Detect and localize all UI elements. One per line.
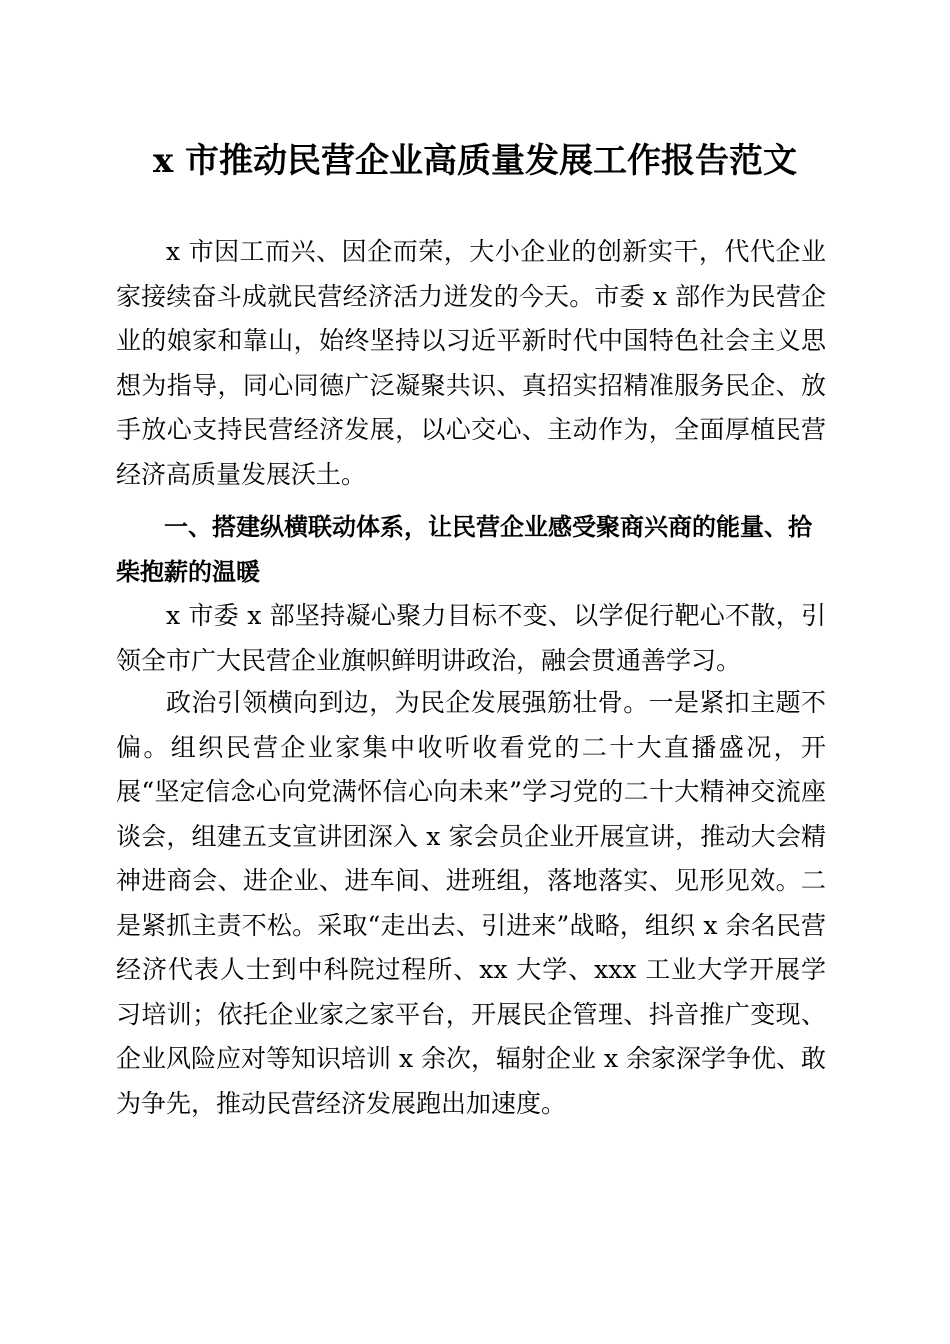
intro-paragraph: x 市因工而兴、因企而荣，大小企业的创新实干，代代企业家接续奋斗成就民营经济活力迸发的今天。市委 x 部作为民营企业的娘家和靠山，始终坚持以习近平新时代中国特色社会主义思想为指导，同心同德广泛凝聚共识、真招实招精准服务民企、放手放心支持民营经济发展，以心交心、主动作为，全面厚植民营经济高质量发展沃土。 [116,237,826,489]
section-heading-1: 一、搭建纵横联动体系，让民营企业感受聚商兴商的能量、拾柴抱薪的温暖 [116,513,812,586]
section-1-lead-paragraph: x 市委 x 部坚持凝心聚力目标不变、以学促行靶心不散，引领全市广大民营企业旗帜鲜明讲政治，融会贯通善学习。 [116,601,826,675]
page-title: x 市推动民营企业高质量发展工作报告范文 [152,141,798,181]
section-1-detail-paragraph: 政治引领横向到边，为民企发展强筋壮骨。一是紧扣主题不偏。组织民营企业家集中收听收看党的二十大直播盛况，开展“坚定信念心向党满怀信心向未来”学习党的二十大精神交流座谈会，组建五支宣讲团深入 x 家会员企业开展宣讲，推动大会精神进商会、进企业、进车间、进班组，落地落实、见形见效。二是紧抓主责不松。采取“走出去、引进来”战略，组织 x 余名民营经济代表人士到中科院过程所、xx 大学、xxx 工业大学开展学习培训；依托企业家之家平台，开展民企管理、抖音推广变现、企业风险应对等知识培训 x 余次，辐射企业 x 余家深学争优、敢为争先，推动民营经济发展跑出加速度。 [116,688,826,1118]
